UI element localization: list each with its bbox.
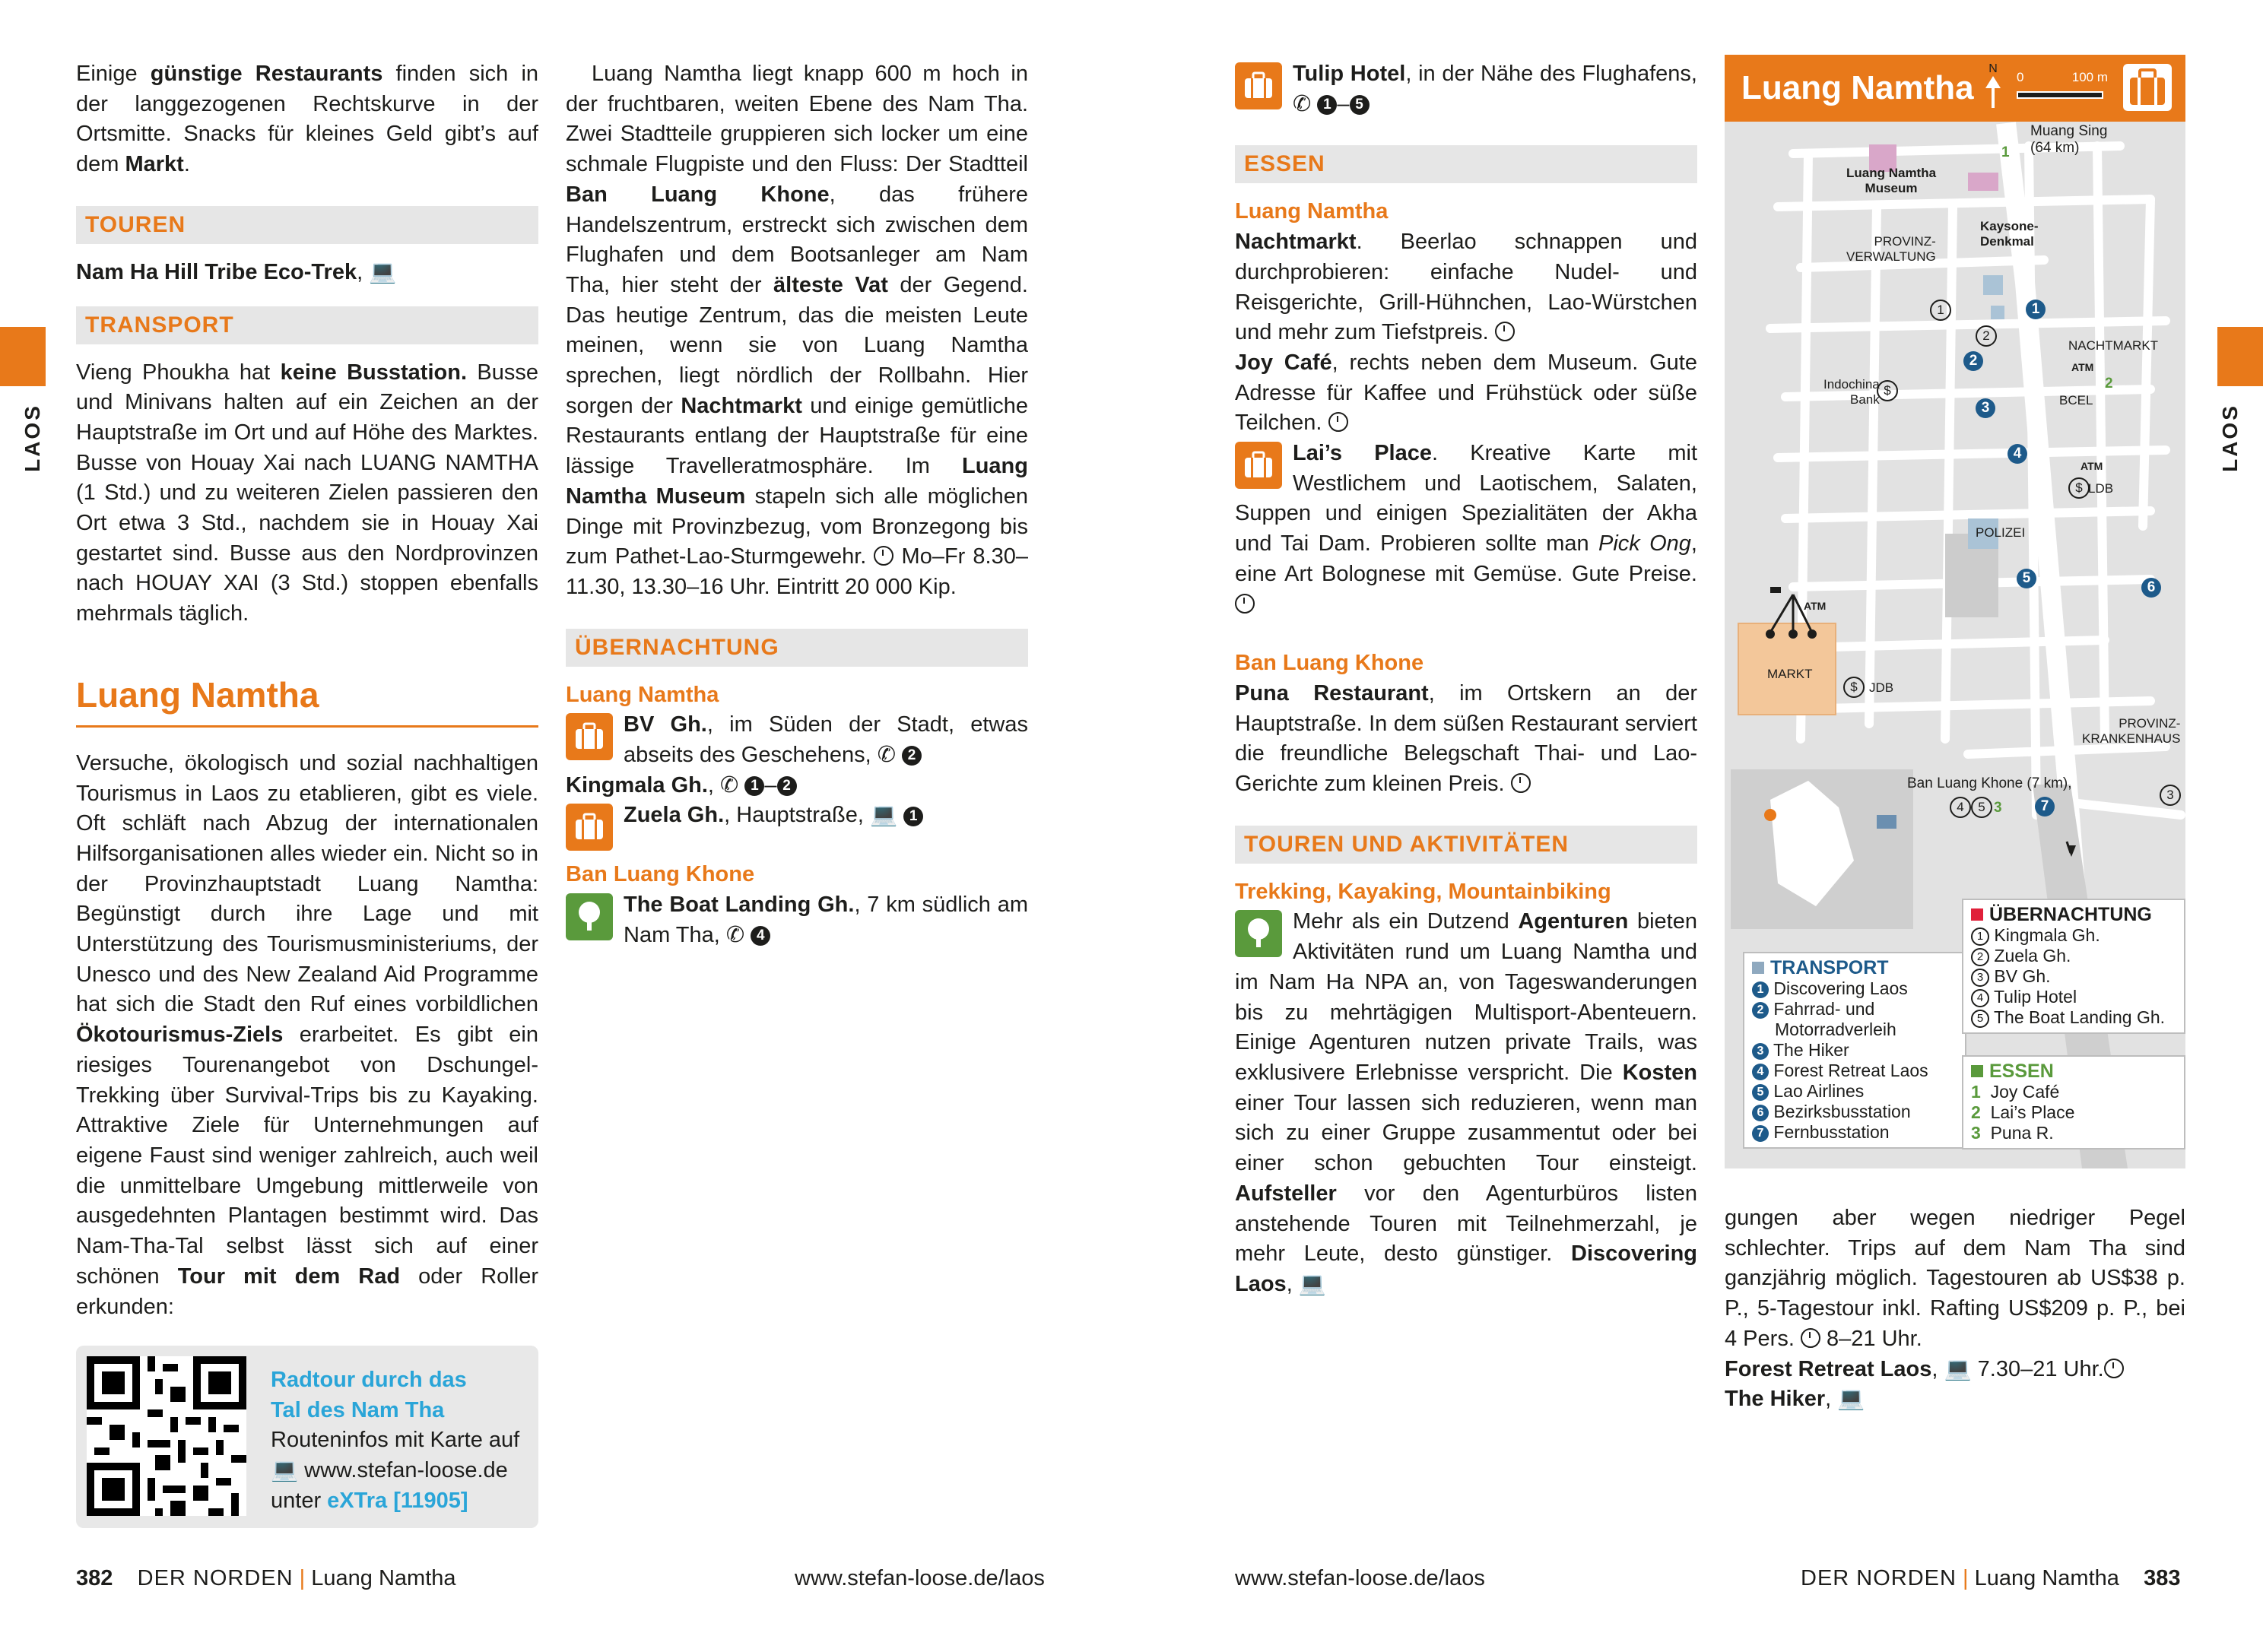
right-column-3 [1235,59,1697,1300]
north-arrow: N [1983,62,2003,111]
web-icon: 💻 [1298,1271,1326,1296]
legend-uebernachtung [1962,899,2185,1034]
bank-icon: $ [2068,477,2090,499]
phone-icon: ✆ [725,922,745,947]
legend-essen [1962,1055,2185,1149]
legend-item: 1 Discovering Laos [1752,978,1957,999]
legend-item: 3 Puna R. [1971,1123,2054,1143]
label-museum: Luang Namtha Museum [1846,166,1937,195]
footer-section: DER NORDEN [1801,1566,1957,1590]
label-polizei: POLIZEI [1976,525,2026,540]
subheading-ban-luang-khone: Ban Luang Khone [566,862,755,887]
clock-icon [1801,1328,1820,1348]
intro-paragraph: Einige günstige Restaurants finden sich in der langgezogenen Rechtskurve in der Ortsmitte. Snacks für kleines Geld gibt’s auf dem Markt. [76,62,539,177]
suitcase-icon [1235,62,1282,109]
map-marker-hotel-2[interactable]: 2 [1976,325,1997,347]
legend-item: 2 Zuela Gh. [1971,946,2176,966]
thumb-tab-right [2217,327,2263,386]
label-atm-2: ATM [2080,460,2103,472]
label-muang-sing: Muang Sing (64 km) [2030,123,2108,156]
listing-nachtmarkt: Nachtmarkt. Beerlao schnappen und durchprobieren: einfache Nudel- und Reisgerichte, Grill-Hühnchen, Lao-Würstchen und mehr zum Tiefstpreis. [1235,230,1697,345]
subheading-luang-namtha-essen: Luang Namtha [1235,199,1389,224]
qr-text-1: Routeninfos mit Karte auf [271,1428,520,1453]
listing-puna: Puna Restaurant, im Ortskern an der Hauptstraße. In dem süßen Restaurant serviert die freundliche Belegschaft Thai- und Lao-Gerichte zum kleinen Preis. [1235,680,1697,797]
suitcase-icon [2123,64,2172,111]
footer-left [76,1566,456,1591]
clock-icon [1328,412,1348,432]
map-marker-ref: 2 [777,776,797,796]
side-label-right: LAOS [2218,404,2242,472]
suitcase-icon [566,713,613,760]
footer-separator: | [299,1566,306,1590]
web-icon: 💻 [869,803,898,828]
web-icon: 💻 [369,259,397,284]
map-marker-hotel-4[interactable]: 4 [1950,797,1971,818]
listing-tulip-hotel: Tulip Hotel, in der Nähe des Flughafens, ✆ 1 – 5 [1235,59,1697,119]
listing-kingmala: Kingmala Gh., ✆ 1 – 2 [566,771,1028,801]
section-heading-uebernachtung: ÜBERNACHTUNG [566,629,1028,667]
clock-icon [1495,322,1515,341]
trekking-continued: gungen aber wegen niedriger Pegel schlechter. Trips auf dem Nam Tha sind ganzjährig möglich. Tagestouren ab US$38 p. P., 5-Tagestour inkl. Rafting US$209 p. P., bei 4 Pers. 8–21 Uhr. [1725,1206,2185,1351]
page-number: 382 [76,1566,113,1590]
listing-joy-cafe: Joy Café, rechts neben dem Museum. Gute Adresse für Kaffee und Frühstück oder süße Teilchen. [1235,350,1697,436]
legend-transport-title: TRANSPORT [1752,958,1957,978]
section-heading-essen: ESSEN [1235,145,1697,183]
legend-hotel-title: ÜBERNACHTUNG [1971,905,2176,925]
transport-paragraph: Vieng Phoukha hat keine Busstation. Busse und Minivans halten auf ein Zeichen an der Hauptstraße im Ort und auf Höhe des Marktes. Busse von Houay Xai nach LUANG NAMTHA (1 Std.) und zu weiteren Zielen passieren den Ort etwa 3 Std., nachdem sie in Houay Xai gestartet sind. Busse aus den Nordprovinzen nach HOUAY XAI (3 Std.) stoppen ebenfalls mehrmals täglich. [76,360,538,626]
label-atm-1: ATM [2071,361,2094,373]
map-header [1725,55,2185,122]
qr-code[interactable] [87,1356,246,1516]
qr-extra: unter eXTra [11905] [271,1488,468,1513]
bank-icon: $ [1843,677,1865,698]
map-marker-transport-1[interactable]: 1 [2026,300,2046,319]
listing-forest-retreat: Forest Retreat Laos, 💻 7.30–21 Uhr. [1725,1355,2185,1385]
clock-icon [1511,773,1531,793]
label-nachtmarkt: NACHTMARKT [2068,338,2159,353]
map-marker-ref: 1 [1317,95,1337,115]
tree-icon [1235,910,1282,957]
map-marker-ref: 5 [1350,95,1370,115]
legend-item: 2 Fahrrad- und [1752,999,1957,1019]
luang-namtha-overview: Luang Namtha liegt knapp 600 m hoch in der fruchtbaren, weiten Ebene des Nam Tha. Zwei Stadtteile gruppieren sich locker um eine schmale Flugpiste und den Fluss: Der Stadtteil Ban Luang Khone, das frühere Handelszentrum, erstreckt sich zwischen dem Flughafen und dem Bootsanleger am Nam Tha, hier steht der älteste Vat der Gegend. Das heutige Zentrum, das die meisten Leute meinen, wenn sie von Luang Namtha sprechen, liegt nördlich der Rollbahn. Hier sorgen der Nachtmarkt und einige gemütliche Restaurants entlang der Hauptstraße für eine lässige Travelleratmosphäre. Im Luang Namtha Museum stapeln sich alle möglichen Dinge mit Provinzbezug, vom Bronzegong bis zum Pathet-Lao-Sturmgewehr. Mo–Fr 8.30–11.30, 13.30–16 Uhr. Eintritt 20 000 Kip. [566,62,1028,599]
scale-bar: 0 100 m [2017,70,2108,99]
chapter-title: Luang Namtha [76,672,538,728]
section-heading-touren-aktivitaeten: TOUREN UND AKTIVITÄTEN [1235,826,1697,864]
listing-boat-landing: The Boat Landing Gh., 7 km südlich am Nam Tha, ✆ 4 [566,890,1028,950]
right-column-4 [1725,1203,2185,1415]
label-jdb: JDB [1869,680,1894,695]
map-marker-food-2[interactable]: 2 [2105,376,2113,392]
legend-item: 4 Tulip Hotel [1971,987,2176,1007]
map-marker-food-3[interactable]: 3 [1994,800,2002,816]
legend-item: 5 The Boat Landing Gh. [1971,1007,2176,1028]
footer-section: DER NORDEN [137,1566,294,1590]
city-map[interactable] [1725,55,2185,1168]
label-kaysone: Kaysone- Denkmal [1980,219,2039,249]
side-label-left: LAOS [21,404,44,472]
map-marker-transport-5[interactable]: 5 [2017,569,2036,588]
left-column-1 [76,59,538,1322]
label-bcel: BCEL [2059,393,2093,407]
footer-url-left[interactable]: www.stefan-loose.de/laos [795,1566,1045,1590]
legend-item: 7 Fernbusstation [1752,1122,1957,1143]
map-marker-transport-6[interactable]: 6 [2141,578,2161,598]
label-markt: MARKT [1767,667,1813,681]
web-icon: 💻 [271,1458,299,1483]
tree-icon [566,893,613,940]
subheading-luang-namtha: Luang Namtha [566,682,719,707]
clock-icon [1235,594,1255,614]
listing-bv-gh: BV Gh., im Süden der Stadt, etwas abseits des Geschehens, ✆ 2 [566,710,1028,770]
suitcase-icon [566,804,613,851]
clock-icon [874,546,893,566]
legend-transport [1743,952,1966,1149]
web-icon: 💻 [1944,1356,1972,1381]
bank-icon: $ [1877,380,1898,401]
page-number: 383 [2144,1566,2181,1590]
legend-essen-title: ESSEN [1971,1061,2176,1082]
listing-the-hiker: The Hiker, 💻 [1725,1387,1865,1412]
label-indochina-bank: Indochina Bank [1823,377,1880,407]
map-marker-ref: 2 [902,746,922,766]
map-marker-ref: 4 [751,926,770,946]
qr-title-1: Radtour durch das [271,1368,467,1392]
label-ldb: LDB [2088,481,2114,496]
phone-icon: ✆ [1293,91,1312,116]
thumb-tab-left [0,327,46,386]
phone-icon: ✆ [877,743,897,768]
map-marker-food-1[interactable]: 1 [2001,144,2010,160]
label-krankenhaus: PROVINZ- KRANKENHAUS [2082,716,2181,746]
map-marker-transport-7[interactable]: 7 [2035,797,2055,816]
label-ban-luang-khone: Ban Luang Khone (7 km), [1907,775,2072,791]
phone-icon: ✆ [720,772,739,797]
map-marker-ref: 1 [744,776,764,796]
label-provinzverwaltung: PROVINZ- VERWALTUNG [1846,234,1936,264]
map-marker-hotel-1[interactable]: 1 [1930,300,1951,321]
map-marker-ref: 1 [903,807,923,826]
trekking-paragraph: Mehr als ein Dutzend Agenturen bieten Aktivitäten rund um Luang Namtha und im Nam Ha NPA an, von Tageswanderungen bis zu mehrtägigen Multisport-Abenteuern. Einige Agenturen nutzen private Trails, was exklusivere Erlebnisse verspricht. Die Kosten einer Tour lassen sich reduzieren, wenn man sich zu einer Gruppe zusammentut oder bei einer schon gebuchten Tour einsteigt. Aufsteller vor den Agenturbüros listen anstehende Touren mit Teilnehmerzahl, je mehr Leute, desto günstiger. Discovering Laos, 💻 [1235,909,1697,1296]
section-heading-touren: TOUREN [76,206,538,244]
label-atm-3: ATM [1804,600,1827,612]
map-marker-hotel-3[interactable]: 3 [2160,785,2181,806]
listing-zuela: Zuela Gh., Hauptstraße, 💻 1 [566,801,1028,831]
suitcase-icon [1235,442,1282,489]
legend-item: Motorradverleih [1775,1019,1896,1039]
map-title: Luang Namtha [1741,69,1974,106]
section-heading-transport: TRANSPORT [76,306,538,344]
footer-separator: | [1963,1566,1969,1590]
clock-icon [2104,1359,2124,1378]
legend-item: 1 Kingmala Gh. [1971,925,2176,946]
web-icon: 💻 [1837,1387,1865,1412]
listing-lais-place: Lai’s Place. Kreative Karte mit Westlichem und Laotischem, Salaten, Suppen und einigen Spezialitäten der Akha und Tai Dam. Probieren sollte man Pick Ong, eine Art Bolognese mit Gemüse. Gute Preise. [1235,439,1697,620]
footer-url-right[interactable]: www.stefan-loose.de/laos [1235,1566,1485,1590]
map-marker-transport-3[interactable]: 3 [1976,398,1995,418]
legend-item: 5 Lao Airlines [1752,1081,1957,1102]
map-marker-transport-2[interactable]: 2 [1963,351,1983,371]
left-column-2 [566,59,1028,950]
map-marker-transport-4[interactable]: 4 [2008,444,2027,464]
legend-item: 6 Bezirksbusstation [1752,1102,1957,1122]
footer-place: Luang Namtha [311,1566,456,1590]
legend-item: 2 Lai’s Place [1971,1102,2075,1122]
qr-infobox [76,1346,538,1528]
qr-link[interactable]: 💻 www.stefan-loose.de [271,1458,508,1483]
legend-item: 4 Forest Retreat Laos [1752,1061,1957,1081]
qr-title-2: Tal des Nam Tha [271,1397,445,1422]
legend-item: 3 The Hiker [1752,1040,1957,1061]
footer-place: Luang Namtha [1974,1566,2119,1590]
intro-body: Versuche, ökologisch und sozial nachhaltigen Tourismus in Laos zu etablieren, gibt es viele. Oft schläft nach Abzug der internationalen Hilfsorganisationen alles wieder ein. Nicht so in der Provinzhauptstadt Luang Namtha: Begünstigt durch ihre Lage und mit Unterstützung des Tourismusministeriums, der Unesco und des New Zealand Aid Programme hat sich die Stadt den Ruf eines vorbildlichen Ökotourismus-Ziels erarbeitet. Es gibt ein riesiges Tourenangebot von Dschungel-Trekking über Survival-Trips bis zu Kayaking. Attraktive Ziele für Unternehmungen auf eigene Faust sind weniger zahlreich, auch weil die unmittelbare Umgebung mittlerweile von ausgedehnten Plantagen bestimmt wird. Das Nam-Tha-Tal selbst lässt sich auf einer schönen Tour mit dem Rad oder Roller erkunden: [76,750,538,1319]
legend-item: 3 BV Gh. [1971,966,2176,987]
subheading-ban-luang-khone-essen: Ban Luang Khone [1235,651,1424,676]
touren-paragraph: Nam Ha Hill Tribe Eco-Trek, 💻 [76,259,397,284]
map-marker-hotel-5[interactable]: 5 [1971,797,1992,818]
legend-item: 1 Joy Café [1971,1082,2060,1102]
subheading-trekking: Trekking, Kayaking, Mountainbiking [1235,879,1611,904]
footer-right [1801,1566,2181,1591]
